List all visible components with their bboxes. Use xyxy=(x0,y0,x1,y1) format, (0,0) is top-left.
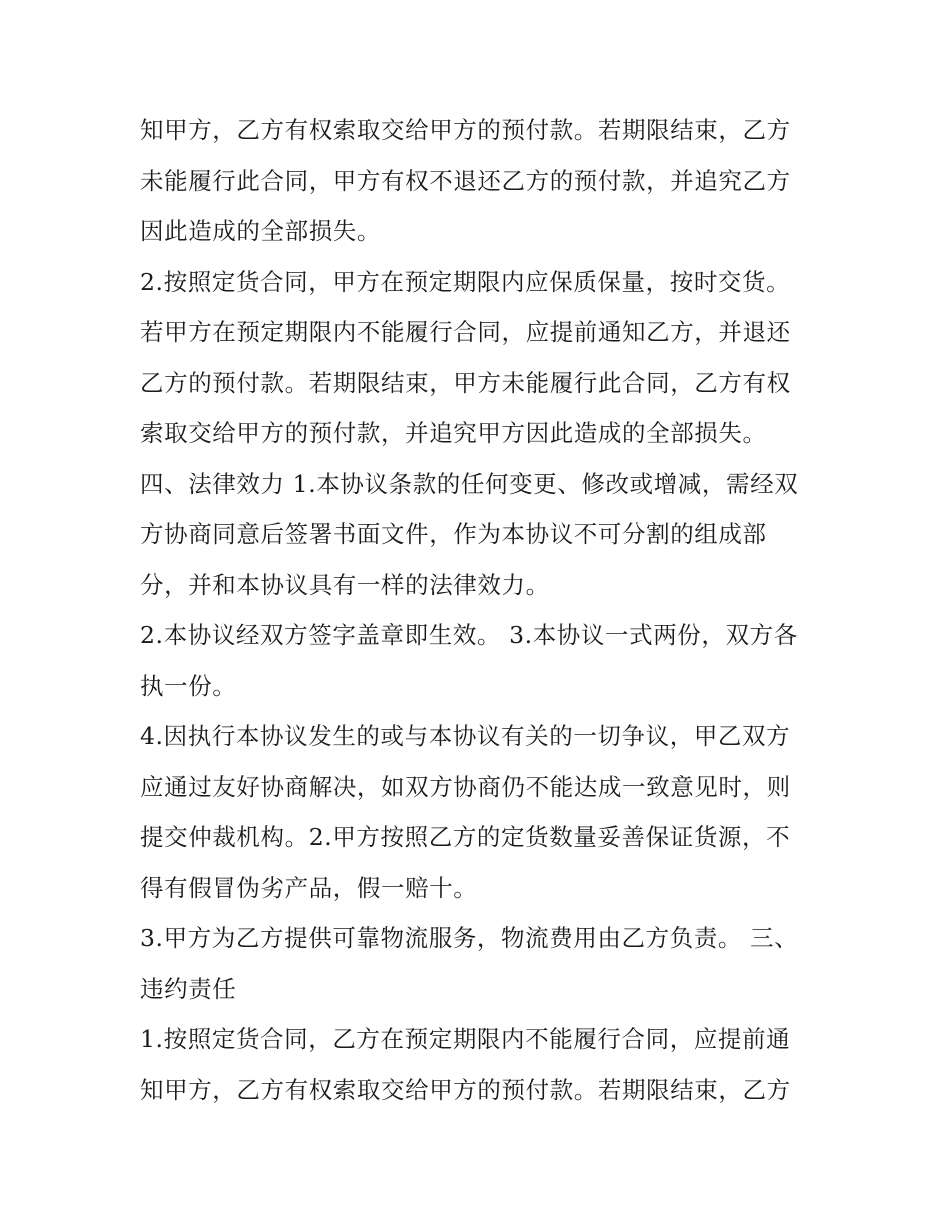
text-line: 2.本协议经双方签字盖章即生效。 3.本协议一式两份，双方各 xyxy=(140,621,798,649)
text-line: 提交仲裁机构。2.甲方按照乙方的定货数量妥善保证货源，不 xyxy=(140,823,791,851)
text-line: 3.甲方为乙方提供可靠物流服务，物流费用由乙方负责。 三、 xyxy=(140,924,799,952)
text-line: 分，并和本协议具有一样的法律效力。 xyxy=(140,570,550,599)
text-line: 知甲方，乙方有权索取交给甲方的预付款。若期限结束，乙方 xyxy=(140,1075,791,1104)
text-line: 应通过友好协商解决，如双方协商仍不能达成一致意见时，则 xyxy=(140,772,791,801)
text-line: 2.按照定货合同，甲方在预定期限内应保质保量，按时交货。 xyxy=(140,267,791,296)
document-body xyxy=(140,105,820,1115)
text-line: 乙方的预付款。若期限结束，甲方未能履行此合同，乙方有权 xyxy=(140,368,791,397)
text-line: 因此造成的全部损失。 xyxy=(140,217,381,245)
text-line: 四、法律效力 1.本协议条款的任何变更、修改或增减，需经双 xyxy=(140,469,799,498)
text-line: 得有假冒伪劣产品，假一赔十。 xyxy=(140,873,478,902)
text-line: 1.按照定货合同，乙方在预定期限内不能履行合同，应提前通 xyxy=(140,1025,791,1053)
text-line: 违约责任 xyxy=(140,974,237,1003)
text-line: 未能履行此合同，甲方有权不退还乙方的预付款，并追究乙方 xyxy=(140,166,791,195)
text-line: 若甲方在预定期限内不能履行合同，应提前通知乙方，并退还 xyxy=(140,318,791,346)
text-line: 方协商同意后签署书面文件，作为本协议不可分割的组成部 xyxy=(140,520,767,548)
text-line: 执一份。 xyxy=(140,671,237,700)
text-line: 知甲方，乙方有权索取交给甲方的预付款。若期限结束，乙方 xyxy=(140,116,791,144)
text-line: 4.因执行本协议发生的或与本协议有关的一切争议，甲乙双方 xyxy=(140,722,791,750)
text-line: 索取交给甲方的预付款，并追究甲方因此造成的全部损失。 xyxy=(140,419,767,447)
